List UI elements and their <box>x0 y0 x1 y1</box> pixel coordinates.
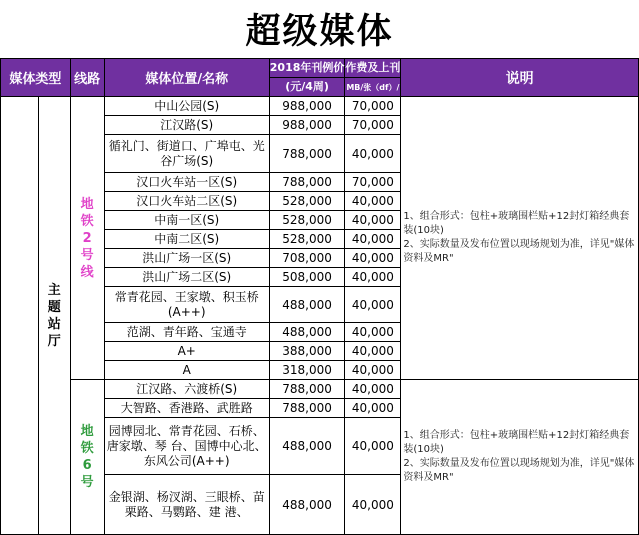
price-cell: 528,000 <box>269 192 345 211</box>
fee-cell: 40,000 <box>345 287 401 323</box>
location-cell: 江汉路(S) <box>104 116 269 135</box>
location-cell: A+ <box>104 342 269 361</box>
price-cell: 788,000 <box>269 173 345 192</box>
header-fee: 作费及上刊 <box>345 59 401 78</box>
header-price: 2018年刊例价 <box>269 59 345 78</box>
description-item: 2、实际数量及发布位置以现场规划为准，详见"媒体资料及MR" <box>403 239 635 264</box>
location-cell: 中南二区(S) <box>104 230 269 249</box>
description-cell <box>401 380 639 535</box>
header-media-type: 媒体类型 <box>1 59 71 97</box>
header-line: 线路 <box>70 59 104 97</box>
price-cell: 528,000 <box>269 211 345 230</box>
location-cell: 循礼门、街道口、广埠屯、光谷广场(S) <box>104 135 269 173</box>
fee-cell: 70,000 <box>345 173 401 192</box>
fee-cell: 40,000 <box>345 268 401 287</box>
fee-cell: 70,000 <box>345 97 401 116</box>
location-cell: 汉口火车站一区(S) <box>104 173 269 192</box>
price-cell: 488,000 <box>269 287 345 323</box>
description-item: 1、组合形式：包柱+玻璃围栏贴+12封灯箱经典套装(10块) <box>403 211 630 236</box>
location-cell: 中山公园(S) <box>104 97 269 116</box>
title-row <box>1 0 639 59</box>
price-cell: 788,000 <box>269 399 345 418</box>
blank-group-cell <box>1 97 39 535</box>
fee-cell: 40,000 <box>345 249 401 268</box>
price-cell: 508,000 <box>269 268 345 287</box>
description-cell <box>401 97 639 380</box>
description-item: 1、组合形式：包柱+玻璃围栏贴+12封灯箱经典套装(10块) <box>403 430 630 455</box>
fee-cell: 40,000 <box>345 380 401 399</box>
price-cell: 788,000 <box>269 380 345 399</box>
location-cell: 金银湖、杨汊湖、三眼桥、苗栗路、马鹦路、建 港、 <box>104 475 269 535</box>
location-cell: 园博园北、常青花园、石桥、唐家墩、琴 台、国博中心北、东风公司(A++) <box>104 418 269 475</box>
page-title: 超级媒体 <box>1 0 639 59</box>
header-location: 媒体位置/名称 <box>104 59 269 97</box>
price-cell: 388,000 <box>269 342 345 361</box>
price-cell: 528,000 <box>269 230 345 249</box>
price-cell: 988,000 <box>269 97 345 116</box>
location-cell: 江汉路、六渡桥(S) <box>104 380 269 399</box>
fee-cell: 40,000 <box>345 211 401 230</box>
price-cell: 488,000 <box>269 323 345 342</box>
header-row-1 <box>1 59 639 78</box>
location-cell: 范湖、青年路、宝通寺 <box>104 323 269 342</box>
price-cell: 488,000 <box>269 418 345 475</box>
location-cell: 洪山广场一区(S) <box>104 249 269 268</box>
price-cell: 988,000 <box>269 116 345 135</box>
price-cell: 788,000 <box>269 135 345 173</box>
price-cell: 318,000 <box>269 361 345 380</box>
description-item: 2、实际数量及发布位置以现场规划为准，详见"媒体资料及MR" <box>403 458 635 483</box>
location-cell: 汉口火车站二区(S) <box>104 192 269 211</box>
location-cell: 大智路、香港路、武胜路 <box>104 399 269 418</box>
fee-cell: 40,000 <box>345 475 401 535</box>
price-cell: 488,000 <box>269 475 345 535</box>
table-row <box>1 97 639 116</box>
fee-cell: 40,000 <box>345 399 401 418</box>
group-label: 主题站厅 <box>38 97 70 535</box>
fee-cell: 70,000 <box>345 116 401 135</box>
fee-cell: 40,000 <box>345 342 401 361</box>
header-fee-unit: MB/张（df）/ <box>345 78 401 97</box>
location-cell: 中南一区(S) <box>104 211 269 230</box>
line-label: 地铁2号线 <box>70 97 104 380</box>
fee-cell: 40,000 <box>345 192 401 211</box>
fee-cell: 40,000 <box>345 323 401 342</box>
fee-cell: 40,000 <box>345 418 401 475</box>
location-cell: 常青花园、王家墩、积玉桥(A++) <box>104 287 269 323</box>
fee-cell: 40,000 <box>345 135 401 173</box>
line-label: 地铁6号 <box>70 380 104 535</box>
table-row <box>1 380 639 399</box>
fee-cell: 40,000 <box>345 361 401 380</box>
location-cell: 洪山广场二区(S) <box>104 268 269 287</box>
fee-cell: 40,000 <box>345 230 401 249</box>
location-cell: A <box>104 361 269 380</box>
price-cell: 708,000 <box>269 249 345 268</box>
header-price-unit: (元/4周) <box>269 78 345 97</box>
header-description: 说明 <box>401 59 639 97</box>
